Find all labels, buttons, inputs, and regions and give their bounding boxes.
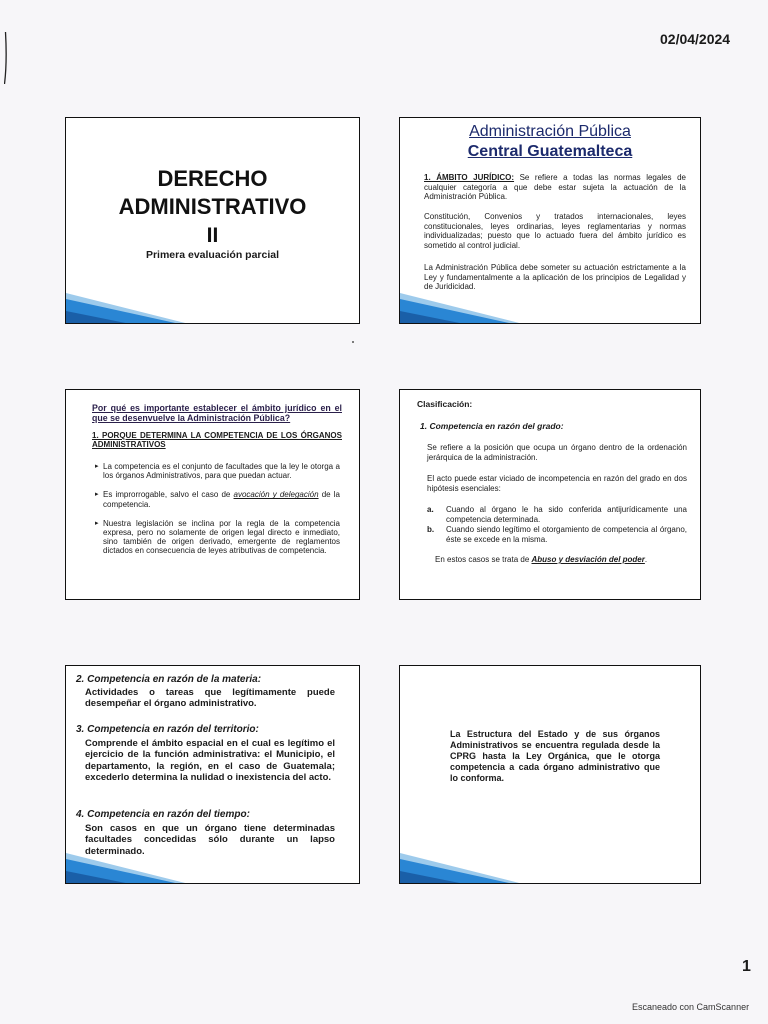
bullet-icon: ▸	[95, 519, 99, 527]
ambito-juridico-paragraph	[424, 173, 686, 202]
materia-heading: 2. Competencia en razón de la materia:	[76, 674, 262, 685]
clasificacion-heading: Clasificación:	[417, 399, 473, 409]
estructura-paragraph: La Estructura del Estado y de sus órganos Administrativos se encuentra regulada desde la CPRG hasta la Ley Orgánica, que le otorga competencia a cada órgano administrativo que lo conforma.	[450, 729, 660, 783]
slide-accent-wedge	[400, 289, 700, 323]
slide-heading-line1: Administración Pública	[469, 123, 631, 140]
ambito-juridico-label: 1. ÁMBITO JURÍDICO:	[424, 173, 515, 182]
slide-subtitle: Primera evaluación parcial	[145, 249, 280, 261]
bullet-list	[95, 462, 340, 556]
item-b-text: Cuando siendo legítimo el otorgamiento de competencia al órgano, éste se excede en la misma.	[446, 525, 687, 544]
margin-mark	[4, 32, 7, 84]
bullet-text: de la competencia.	[103, 490, 340, 509]
viciado-paragraph: El acto puede estar viciado de incompetencia en razón del grado en dos hipótesis esenciales:	[427, 474, 687, 493]
abuso-paragraph	[435, 555, 690, 565]
ambito-juridico-text: Se refiere a todas las normas legales de cualquier categoría a que debe estar sujeta la actuación de la Administración Pública.	[424, 173, 686, 201]
bullet-icon: ▸	[95, 491, 99, 499]
tiempo-heading: 4. Competencia en razón del tiempo:	[76, 809, 250, 820]
item-a-text: Cuando al órgano le ha sido conferida antijurídicamente una competencia determinada.	[446, 505, 687, 524]
list-item	[95, 518, 340, 556]
slide-title	[65, 117, 360, 324]
tiempo-text: Son casos en que un órgano tiene determinadas facultades concedidas sólo durante un lapso determinado.	[85, 823, 335, 857]
slide-competencias	[65, 665, 360, 884]
page-number: 1	[742, 958, 751, 975]
slide-administracion-publica	[399, 117, 701, 324]
materia-text: Actividades o tareas que legítimamente puede desempeñar el órgano administrativo.	[85, 687, 335, 710]
competencia-grado-heading: 1. Competencia en razón del grado:	[420, 421, 564, 431]
bullet-text: Nuestra legislación se inclina por la regla de la competencia expresa, pero no solamente de origen legal directo e inmediato, sino también de origen derivado, emergente de reglamentos dictados en consecuencia de leyes atributivas de competencia.	[103, 518, 340, 556]
list-item	[95, 462, 340, 481]
bullet-icon: ▸	[95, 463, 99, 470]
slide-clasificacion	[399, 389, 701, 600]
legalidad-paragraph: La Administración Pública debe someter su actuación estrictamente a la Ley y fundamentalmente a la aplicación de los principios de Legalidad y de Juridicidad.	[424, 263, 686, 291]
slide-importancia-ambito	[65, 389, 360, 600]
normas-paragraph: Constitución, Convenios y tratados internacionales, leyes constitucionales, leyes ordinarias, leyes reglamentarias y normas individualizadas; puesto que lo actuado fuera del ámbito jurídico es sometido al control judicial.	[424, 212, 686, 250]
slide-accent-wedge	[66, 849, 359, 883]
slide-title-line2: ADMINISTRATIVO	[118, 194, 307, 219]
slide-question: Por qué es importante establecer el ámbito jurídico en el que se desenvuelve la Administración Pública?	[92, 403, 342, 423]
grado-paragraph: Se refiere a la posición que ocupa un órgano dentro de la ordenación jerárquica de la administración.	[427, 443, 687, 462]
abuso-emphasis: Abuso y desviación del poder	[531, 555, 645, 564]
slide-heading-line2: Central Guatemalteca	[467, 143, 633, 160]
abuso-text: En estos casos se trata de	[435, 555, 532, 564]
territorio-text: Comprende el ámbito espacial en el cual es legítimo el ejercicio de la función administrativa: el Municipio, el departamento, la región, en el caso de Guatemala; excederlo determina la nulidad o inexistencia del acto.	[85, 738, 335, 783]
slide-accent-wedge	[66, 289, 359, 323]
item-b-label: b.	[427, 525, 435, 534]
scanner-watermark: Escaneado con CamScanner	[632, 1002, 750, 1012]
slide-title-line3: II	[206, 224, 219, 247]
scan-speck	[352, 341, 354, 343]
point-competencia: 1. PORQUE DETERMINA LA COMPETENCIA DE LOS ÓRGANOS ADMINISTRATIVOS	[92, 431, 342, 449]
bullet-text: La competencia es el conjunto de facultades que la ley le otorga a los órganos Administrativos, para que puedan actuar.	[103, 462, 340, 481]
slide-accent-wedge	[400, 849, 700, 883]
slide-title-line1: DERECHO	[157, 166, 268, 191]
abuso-text: .	[644, 555, 648, 564]
bullet-text: Es improrrogable, salvo el caso de	[103, 490, 234, 500]
territorio-heading: 3. Competencia en razón del territorio:	[76, 724, 259, 735]
page-date: 02/04/2024	[660, 31, 731, 47]
item-a-label: a.	[427, 505, 434, 514]
bullet-emphasis: avocación y delegación	[233, 490, 319, 500]
slide-estructura-estado	[399, 665, 701, 884]
list-item	[95, 490, 340, 509]
